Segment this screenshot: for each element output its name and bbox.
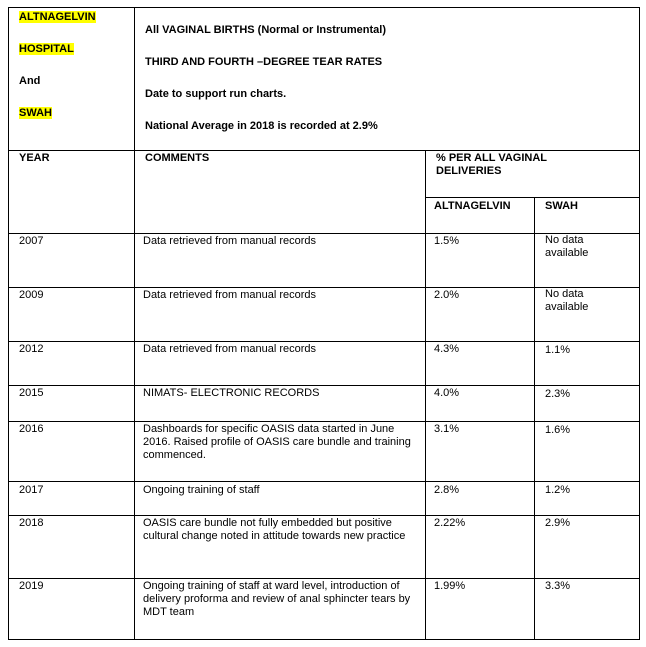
table-row (9, 386, 640, 422)
year-cell: 2016 (9, 422, 135, 482)
swah-cell: 1.1% (535, 342, 640, 386)
header-comments: COMMENTS (135, 151, 426, 234)
swah-cell: 2.9% (535, 516, 640, 579)
swah-cell: 1.6% (535, 422, 640, 482)
table-row (9, 516, 640, 579)
header-swah: SWAH (535, 198, 640, 234)
hospital-name-and: And (19, 75, 41, 87)
title-line-national-average: National Average in 2018 is recorded at 2.9% (145, 120, 378, 132)
title-block (135, 8, 640, 151)
title-line-run-charts: Date to support run charts. (145, 88, 287, 100)
swah-cell: 2.3% (535, 386, 640, 422)
altnagelvin-cell: 2.0% (426, 288, 535, 342)
comment-cell: Ongoing training of staff at ward level, introduction of delivery proforma and review of anal sphincter tears by MDT team (135, 579, 426, 640)
hospital-name-hospital: HOSPITAL (19, 43, 74, 55)
title-line-tear-rates: THIRD AND FOURTH –DEGREE TEAR RATES (145, 56, 383, 68)
column-header-row (9, 151, 640, 198)
tear-rates-table (8, 7, 640, 640)
title-line-births: All VAGINAL BIRTHS (Normal or Instrumental) (145, 24, 387, 36)
hospital-names-cell (9, 8, 135, 151)
comment-cell: OASIS care bundle not fully embedded but positive cultural change noted in attitude towards new practice (135, 516, 426, 579)
table-row (9, 288, 640, 342)
comment-cell: NIMATS- ELECTRONIC RECORDS (135, 386, 426, 422)
hospital-name-altnagelvin: ALTNAGELVIN (19, 11, 96, 23)
header-year: YEAR (9, 151, 135, 234)
year-cell: 2017 (9, 482, 135, 516)
comment-cell: Data retrieved from manual records (135, 288, 426, 342)
altnagelvin-cell: 4.3% (426, 342, 535, 386)
table-row (9, 234, 640, 288)
swah-cell: No data available (535, 234, 640, 288)
table-row (9, 342, 640, 386)
table-row (9, 482, 640, 516)
table-row (9, 579, 640, 640)
comment-cell: Data retrieved from manual records (135, 342, 426, 386)
year-cell: 2012 (9, 342, 135, 386)
altnagelvin-cell: 2.22% (426, 516, 535, 579)
swah-cell: No data available (535, 288, 640, 342)
altnagelvin-cell: 1.99% (426, 579, 535, 640)
header-percent-group: % PER ALL VAGINAL DELIVERIES (426, 151, 640, 198)
comment-cell: Dashboards for specific OASIS data started in June 2016. Raised profile of OASIS care bundle and training commenced. (135, 422, 426, 482)
year-cell: 2018 (9, 516, 135, 579)
table-row (9, 422, 640, 482)
comment-cell: Ongoing training of staff (135, 482, 426, 516)
swah-cell: 1.2% (535, 482, 640, 516)
altnagelvin-cell: 3.1% (426, 422, 535, 482)
altnagelvin-cell: 1.5% (426, 234, 535, 288)
comment-cell: Data retrieved from manual records (135, 234, 426, 288)
hospital-name-swah: SWAH (19, 107, 52, 119)
year-cell: 2009 (9, 288, 135, 342)
altnagelvin-cell: 2.8% (426, 482, 535, 516)
header-altnagelvin: ALTNAGELVIN (426, 198, 535, 234)
title-row (9, 8, 640, 151)
year-cell: 2015 (9, 386, 135, 422)
altnagelvin-cell: 4.0% (426, 386, 535, 422)
swah-cell: 3.3% (535, 579, 640, 640)
year-cell: 2019 (9, 579, 135, 640)
year-cell: 2007 (9, 234, 135, 288)
